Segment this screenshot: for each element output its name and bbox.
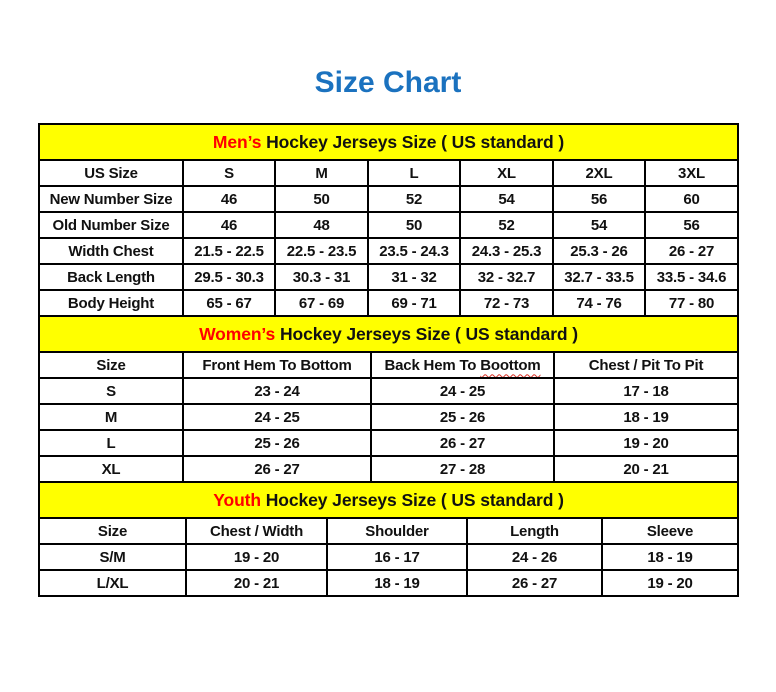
value-cell: 29.5 - 30.3 [183, 264, 275, 290]
table-row-youth-sm [39, 544, 738, 570]
value-cell: 24 - 25 [371, 378, 554, 404]
womens-accent-word: Women’s [199, 323, 276, 344]
column-header-chest-pit: Chest / Pit To Pit [554, 352, 738, 378]
value-cell: 23 - 24 [183, 378, 371, 404]
column-header-size: Size [39, 352, 183, 378]
column-header-sleeve: Sleeve [602, 518, 738, 544]
misspelled-word-spellcheck-underline: Boottom [480, 356, 541, 374]
column-header-length: Length [467, 518, 602, 544]
value-cell: 50 [275, 186, 368, 212]
mens-size-table [38, 123, 739, 317]
back-hem-label: Back Hem To [384, 356, 477, 374]
youth-accent-word: Youth [213, 489, 261, 510]
table-row-back-length [39, 264, 738, 290]
value-cell: 30.3 - 31 [275, 264, 368, 290]
row-label: Width Chest [39, 238, 183, 264]
table-row-womens-xl [39, 456, 738, 482]
table-row-womens-m [39, 404, 738, 430]
column-header-shoulder: Shoulder [327, 518, 467, 544]
column-header-us-size: US Size [39, 160, 183, 186]
row-label: New Number Size [39, 186, 183, 212]
column-header-size: Size [39, 518, 186, 544]
value-cell: 52 [460, 212, 553, 238]
table-row-old-number-size [39, 212, 738, 238]
column-header-m: M [275, 160, 368, 186]
column-header-3xl: 3XL [645, 160, 738, 186]
value-cell: 46 [183, 212, 275, 238]
value-cell: 46 [183, 186, 275, 212]
value-cell: 19 - 20 [554, 430, 738, 456]
value-cell: 60 [645, 186, 738, 212]
page-title: Size Chart [314, 66, 462, 99]
row-label: XL [39, 456, 183, 482]
table-row-womens-s [39, 378, 738, 404]
value-cell: 50 [368, 212, 460, 238]
womens-column-header-row [39, 352, 738, 378]
mens-accent-word: Men’s [212, 131, 262, 152]
youth-size-table [38, 481, 739, 597]
value-cell: 72 - 73 [460, 290, 553, 316]
value-cell: 26 - 27 [467, 570, 602, 596]
youth-header-text: Hockey Jerseys Size ( US standard ) [265, 489, 564, 510]
youth-column-header-row [39, 518, 738, 544]
value-cell: 56 [553, 186, 645, 212]
value-cell: 32.7 - 33.5 [553, 264, 645, 290]
value-cell: 65 - 67 [183, 290, 275, 316]
value-cell: 69 - 71 [368, 290, 460, 316]
value-cell: 54 [460, 186, 553, 212]
womens-size-table [38, 315, 739, 483]
value-cell: 24 - 26 [467, 544, 602, 570]
value-cell: 67 - 69 [275, 290, 368, 316]
value-cell: 22.5 - 23.5 [275, 238, 368, 264]
row-label: S [39, 378, 183, 404]
row-label: Old Number Size [39, 212, 183, 238]
table-row-body-height [39, 290, 738, 316]
row-label: Body Height [39, 290, 183, 316]
womens-section-header-cell [39, 316, 738, 352]
value-cell: 31 - 32 [368, 264, 460, 290]
value-cell: 33.5 - 34.6 [645, 264, 738, 290]
row-label: Back Length [39, 264, 183, 290]
youth-section-header-cell [39, 482, 738, 518]
mens-section-header [39, 124, 738, 160]
column-header-chest-width: Chest / Width [186, 518, 327, 544]
value-cell: 24 - 25 [183, 404, 371, 430]
column-header-2xl: 2XL [553, 160, 645, 186]
value-cell: 26 - 27 [183, 456, 371, 482]
value-cell: 74 - 76 [553, 290, 645, 316]
value-cell: 77 - 80 [645, 290, 738, 316]
table-row-womens-l [39, 430, 738, 456]
value-cell: 56 [645, 212, 738, 238]
column-header-xl: XL [460, 160, 553, 186]
value-cell: 18 - 19 [602, 544, 738, 570]
column-header-front-hem: Front Hem To Bottom [183, 352, 371, 378]
value-cell: 32 - 32.7 [460, 264, 553, 290]
column-header-back-hem [371, 352, 554, 378]
column-header-s: S [183, 160, 275, 186]
value-cell: 48 [275, 212, 368, 238]
value-cell: 54 [553, 212, 645, 238]
value-cell: 18 - 19 [327, 570, 467, 596]
value-cell: 16 - 17 [327, 544, 467, 570]
row-label: M [39, 404, 183, 430]
column-header-l: L [368, 160, 460, 186]
value-cell: 26 - 27 [371, 430, 554, 456]
value-cell: 25.3 - 26 [553, 238, 645, 264]
womens-section-header [39, 316, 738, 352]
value-cell: 19 - 20 [602, 570, 738, 596]
value-cell: 27 - 28 [371, 456, 554, 482]
mens-column-header-row [39, 160, 738, 186]
value-cell: 25 - 26 [183, 430, 371, 456]
table-row-width-chest [39, 238, 738, 264]
value-cell: 26 - 27 [645, 238, 738, 264]
youth-section-header [39, 482, 738, 518]
mens-section-header-cell [39, 124, 738, 160]
row-label: L/XL [39, 570, 186, 596]
value-cell: 52 [368, 186, 460, 212]
value-cell: 25 - 26 [371, 404, 554, 430]
value-cell: 19 - 20 [186, 544, 327, 570]
mens-header-text: Hockey Jerseys Size ( US standard ) [266, 131, 565, 152]
size-chart-tables [38, 123, 737, 597]
value-cell: 24.3 - 25.3 [460, 238, 553, 264]
row-label: S/M [39, 544, 186, 570]
value-cell: 20 - 21 [186, 570, 327, 596]
value-cell: 17 - 18 [554, 378, 738, 404]
value-cell: 23.5 - 24.3 [368, 238, 460, 264]
row-label: L [39, 430, 183, 456]
womens-header-text: Hockey Jerseys Size ( US standard ) [279, 323, 578, 344]
table-row-new-number-size [39, 186, 738, 212]
value-cell: 20 - 21 [554, 456, 738, 482]
value-cell: 21.5 - 22.5 [183, 238, 275, 264]
table-row-youth-lxl [39, 570, 738, 596]
value-cell: 18 - 19 [554, 404, 738, 430]
